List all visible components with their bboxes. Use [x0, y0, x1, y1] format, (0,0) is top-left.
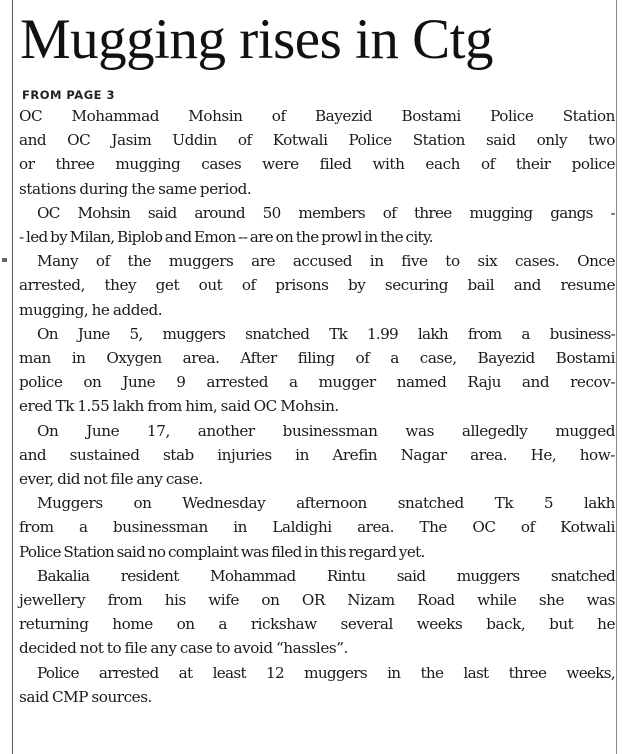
jump-line: FROM PAGE 3 — [22, 88, 116, 102]
article-paragraph — [19, 491, 615, 564]
text-line: ered Tk 1.55 lakh from him, said OC Mohsin. — [19, 397, 339, 416]
text-line: Police arrested at least 12 muggers in the last three weeks, — [37, 663, 615, 682]
text-line: and OC Jasim Uddin of Kotwali Police Station said only two — [19, 131, 615, 150]
article-body — [19, 104, 615, 709]
text-line: and sustained stab injuries in Arefin Nagar area. He, how- — [19, 445, 615, 464]
text-line: arrested, they get out of prisons by securing bail and resume — [19, 276, 615, 295]
text-line: ever, did not file any case. — [19, 470, 203, 489]
article-paragraph — [19, 419, 615, 492]
text-line: On June 17, another businessman was allegedly mugged — [37, 421, 615, 440]
article-paragraph — [19, 104, 615, 201]
text-line: Bakalia resident Mohammad Rintu said muggers snatched — [37, 566, 615, 585]
text-line: from a businessman in Laldighi area. The OC of Kotwali — [19, 518, 615, 537]
text-line: - led by Milan, Biplob and Emon -- are on the prowl in the city. — [19, 228, 433, 247]
article-paragraph — [19, 322, 615, 419]
text-line: returning home on a rickshaw several weeks back, but he — [19, 615, 615, 634]
article-paragraph — [19, 661, 615, 709]
margin-mark — [2, 258, 7, 262]
text-line: OC Mohsin said around 50 members of three mugging gangs - — [37, 203, 615, 222]
text-line: On June 5, muggers snatched Tk 1.99 lakh from a business- — [37, 324, 615, 343]
text-line: mugging, he added. — [19, 300, 163, 319]
text-line: Police Station said no complaint was filed in this regard yet. — [19, 542, 425, 561]
text-line: jewellery from his wife on OR Nizam Road while she was — [19, 591, 615, 610]
left-column-rule — [12, 0, 13, 754]
right-column-rule — [616, 0, 617, 754]
article-headline: Mugging rises in Ctg — [20, 8, 493, 71]
text-line: police on June 9 arrested a mugger named Raju and recov- — [19, 373, 615, 392]
article-paragraph — [19, 201, 615, 249]
text-line: or three mugging cases were filed with each of their police — [19, 155, 615, 174]
text-line: decided not to file any case to avoid “hassles”. — [19, 639, 348, 658]
text-line: said CMP sources. — [19, 687, 152, 706]
text-line: OC Mohammad Mohsin of Bayezid Bostami Police Station — [19, 107, 615, 125]
article-paragraph — [19, 564, 615, 661]
text-line: stations during the same period. — [19, 179, 252, 198]
text-line: Muggers on Wednesday afternoon snatched Tk 5 lakh — [37, 494, 615, 513]
article-paragraph — [19, 249, 615, 322]
text-line: man in Oxygen area. After filing of a case, Bayezid Bostami — [19, 349, 615, 368]
text-line: Many of the muggers are accused in five to six cases. Once — [37, 252, 615, 271]
